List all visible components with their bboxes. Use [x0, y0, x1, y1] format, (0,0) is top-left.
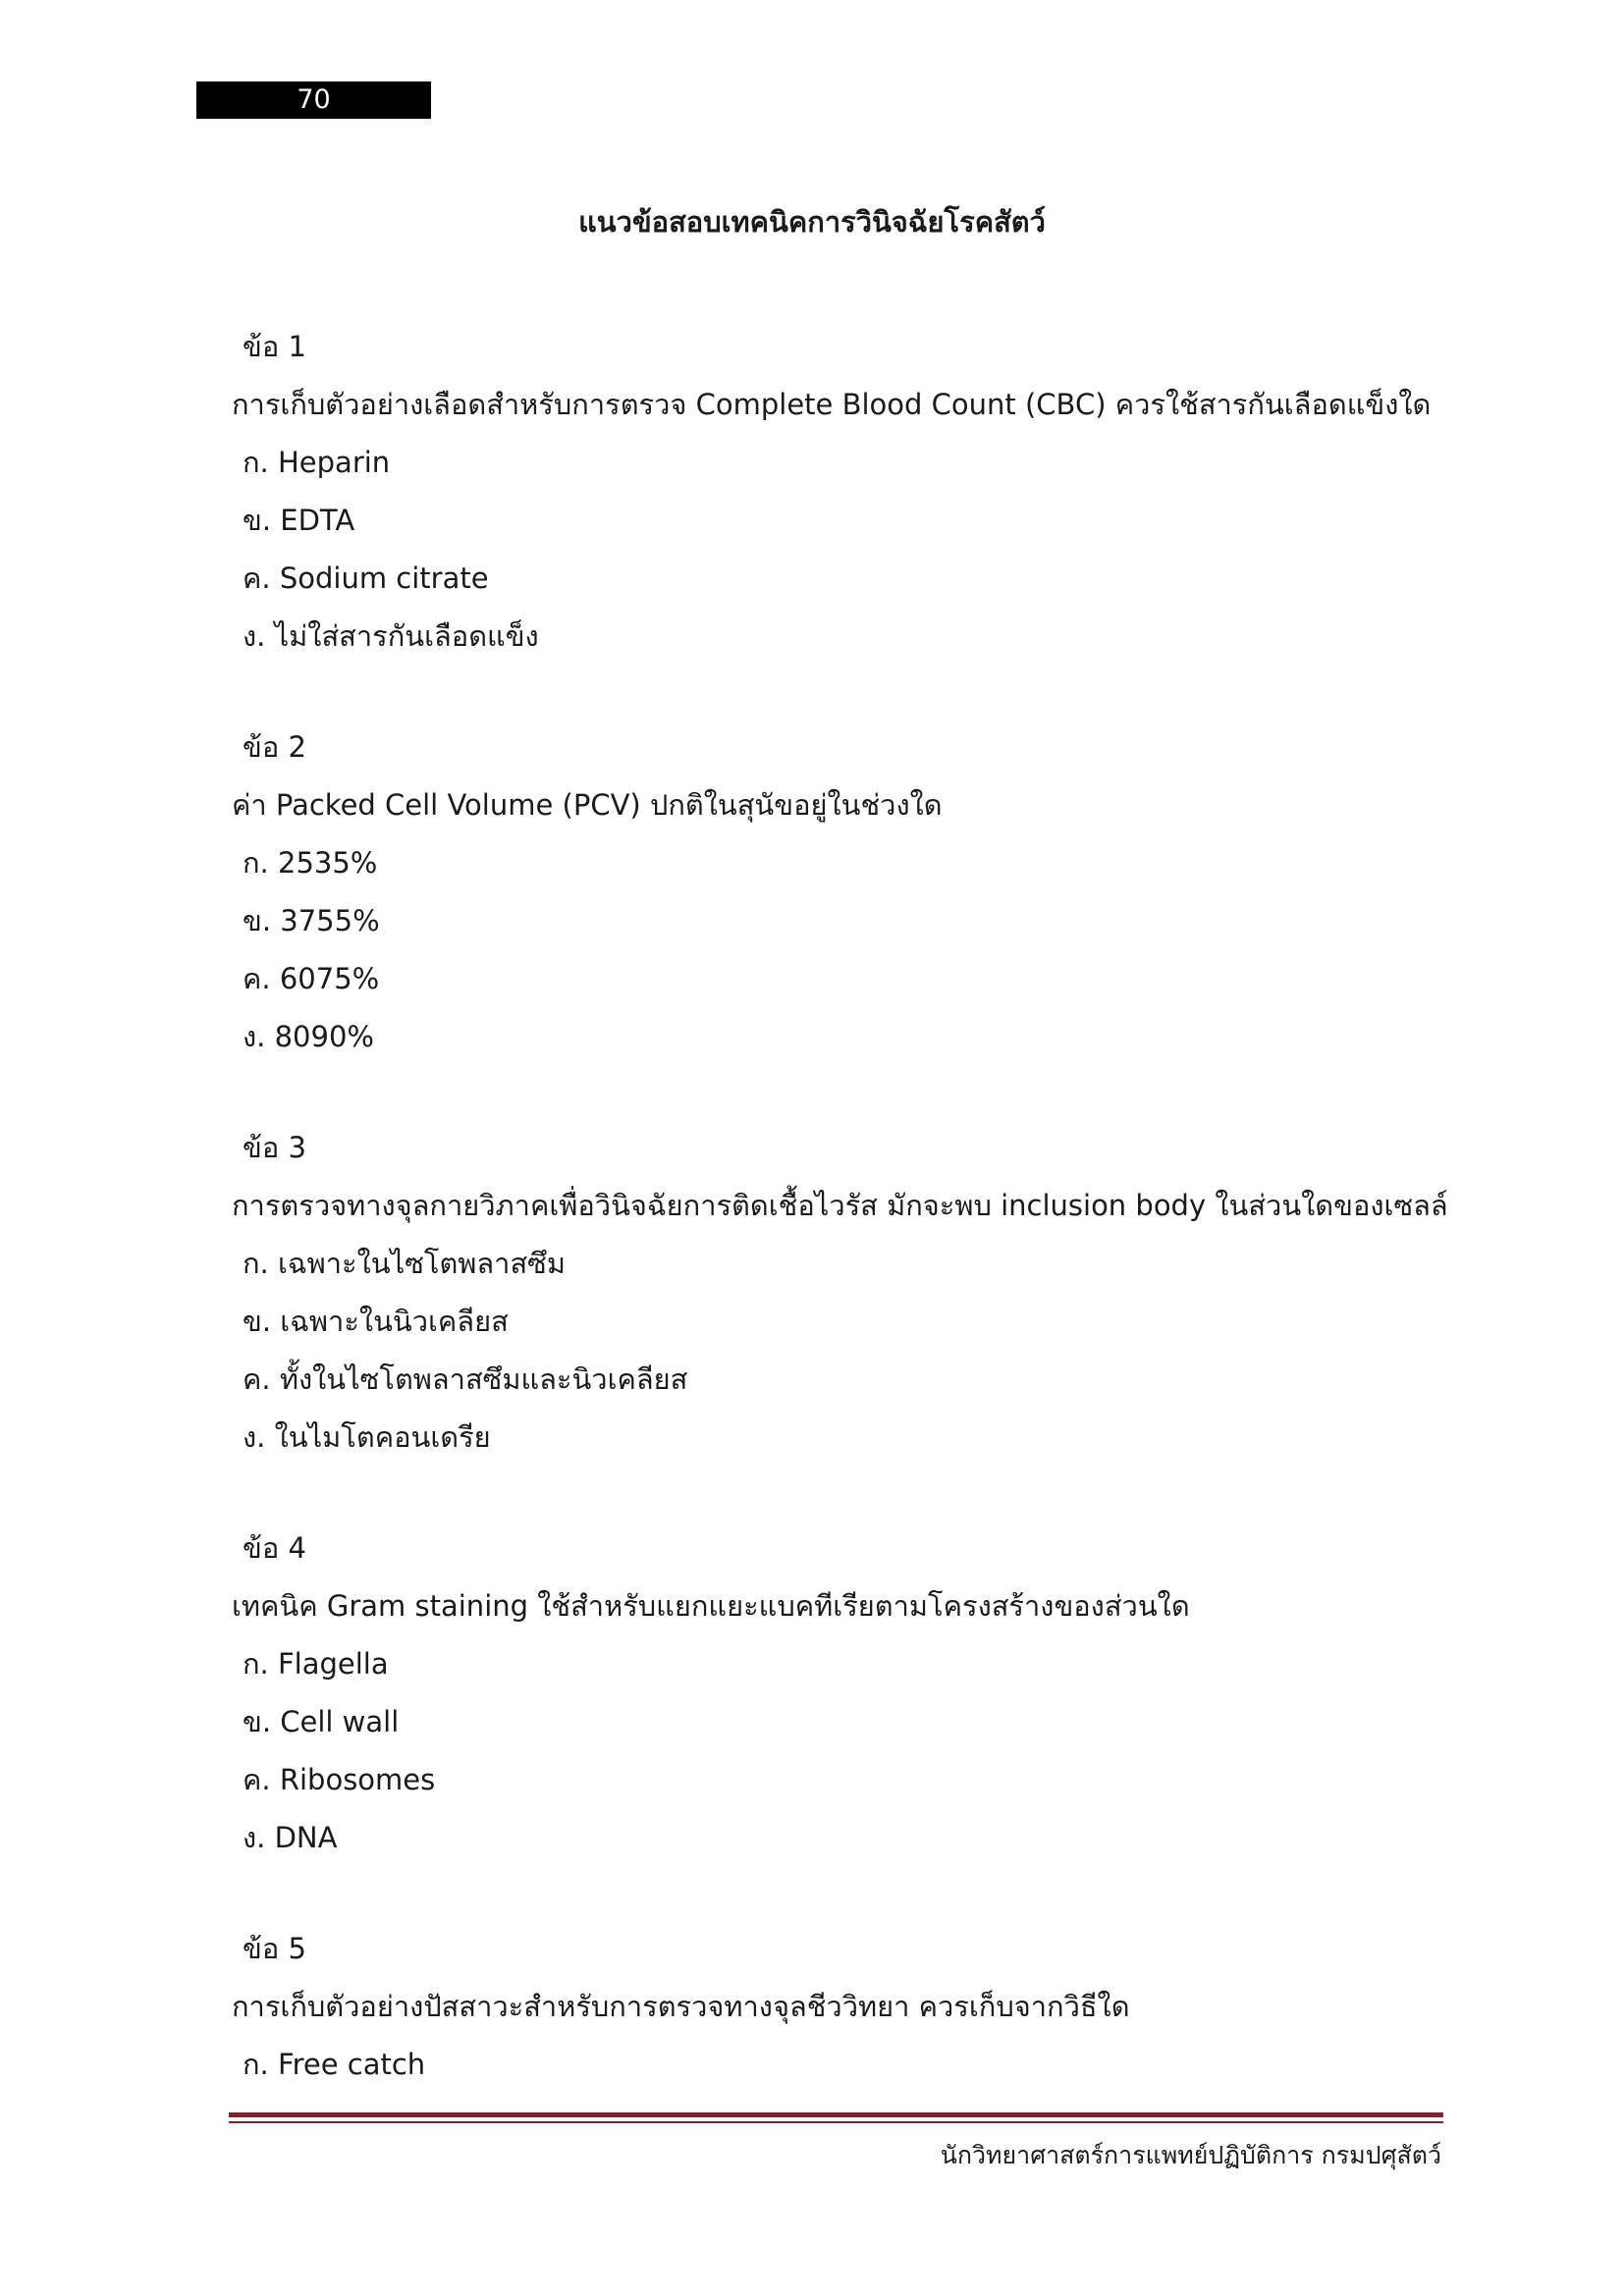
question-text: การเก็บตัวอย่างปัสสาวะสำหรับการตรวจทางจุลชีววิทยา ควรเก็บจากวิธีใด — [232, 1990, 1130, 2023]
answer-option-a: ก. Heparin — [243, 446, 391, 479]
answer-option-a: ก. เฉพาะในไซโตพลาสซึม — [243, 1247, 566, 1280]
question-1 — [232, 318, 1449, 666]
answer-option-a: ก. Free catch — [243, 2048, 426, 2081]
question-list — [232, 318, 1449, 2147]
question-text: การตรวจทางจุลกายวิภาคเพื่อวินิจฉัยการติดเชื้อไวรัส มักจะพบ inclusion body ในส่วนใดของเซลล์ — [232, 1189, 1448, 1222]
question-number: ข้อ 3 — [243, 1131, 306, 1164]
question-text: ค่า Packed Cell Volume (PCV) ปกติในสุนัขอยู่ในช่วงใด — [232, 788, 943, 822]
question-4 — [232, 1520, 1449, 1867]
answer-option-d: ง. ไม่ใส่สารกันเลือดแข็ง — [243, 619, 539, 653]
answer-option-b: ข. EDTA — [243, 504, 355, 537]
answer-option-c: ค. Ribosomes — [243, 1763, 436, 1796]
footer-agency: นักวิทยาศาสตร์การแพทย์ปฏิบัติการ กรมปศุสัตว์ — [940, 2141, 1441, 2169]
answer-option-c: ค. Sodium citrate — [243, 561, 489, 595]
question-5 — [232, 1920, 1449, 2094]
question-number: ข้อ 5 — [243, 1932, 306, 1965]
answer-option-b: ข. 3755% — [243, 904, 380, 937]
footer-divider-thin — [229, 2121, 1443, 2123]
question-text: เทคนิค Gram staining ใช้สำหรับแยกแยะแบคทีเรียตามโครงสร้างของส่วนใด — [232, 1589, 1190, 1623]
answer-option-a: ก. Flagella — [243, 1647, 389, 1681]
question-text: การเก็บตัวอย่างเลือดสำหรับการตรวจ Complete Blood Count (CBC) ควรใช้สารกันเลือดแข็งใด — [232, 388, 1432, 421]
answer-option-b: ข. Cell wall — [243, 1705, 400, 1738]
answer-option-d: ง. 8090% — [243, 1020, 374, 1053]
answer-option-d: ง. DNA — [243, 1821, 338, 1854]
question-3 — [232, 1119, 1449, 1467]
answer-option-a: ก. 2535% — [243, 846, 378, 880]
footer-divider-thick — [229, 2112, 1443, 2117]
answer-option-c: ค. 6075% — [243, 962, 380, 995]
question-2 — [232, 719, 1449, 1066]
answer-option-d: ง. ในไมโตคอนเดรีย — [243, 1420, 491, 1454]
page-title: แนวข้อสอบเทคนิคการวินิจฉัยโรคสัตว์ — [578, 205, 1046, 239]
page-number: 70 — [196, 81, 431, 119]
answer-option-c: ค. ทั้งในไซโตพลาสซึมและนิวเคลียส — [243, 1362, 688, 1396]
question-number: ข้อ 4 — [243, 1531, 306, 1565]
answer-option-b: ข. เฉพาะในนิวเคลียส — [243, 1305, 509, 1338]
question-number: ข้อ 2 — [243, 730, 306, 764]
question-number: ข้อ 1 — [243, 330, 306, 363]
